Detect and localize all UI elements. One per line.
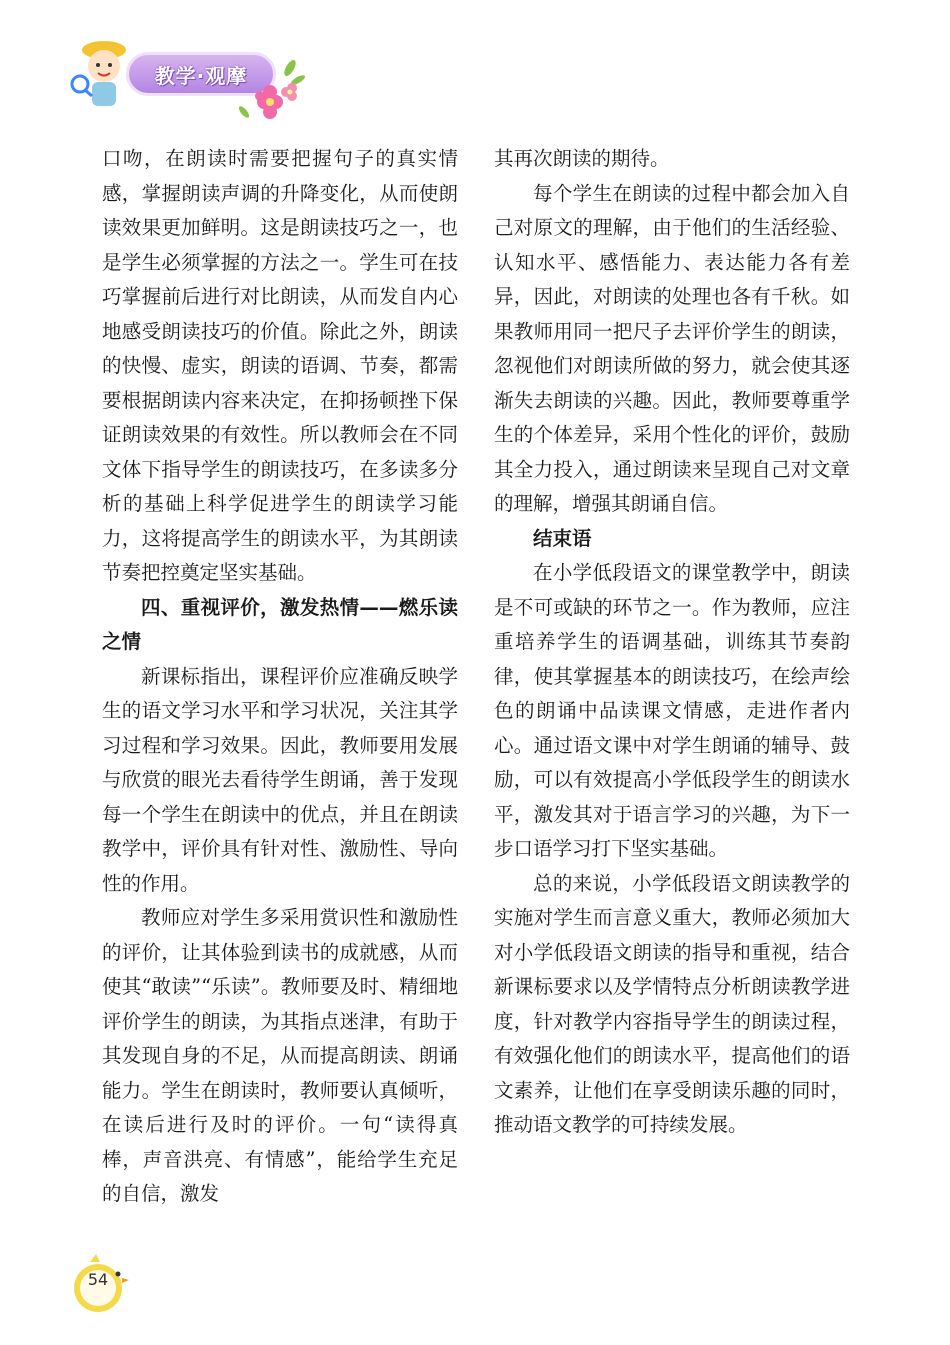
paragraph: 新课标指出，课程评价应准确反映学生的语文学习水平和学习状况，关注其学习过程和学习效果。因此，教师要用发展与欣赏的眼光去看待学生朗诵，善于发现每一个学生在朗读中的优点，并且在朗读教学中，评价具有针对性、激励性、导向性的作用。 [102, 664, 458, 895]
paragraph: 总的来说，小学低段语文朗读教学的实施对学生而言意义重大，教师必须加大对小学低段语文朗读的指导和重视，结合新课标要求以及学情特点分析朗读教学进度，针对教学内容指导学生的朗读过程，有效强化他们的朗读水平，提高他们的语文素养，让他们在享受朗读乐趣的同时，推动语文教学的可持续发展。 [494, 871, 850, 1136]
section-header [66, 36, 306, 122]
section-heading: 四、重视评价，激发热情——燃乐读之情 [102, 595, 458, 653]
section-heading: 结束语 [533, 526, 592, 550]
page-number: 54 [87, 1270, 109, 1289]
paragraph: 其再次朗读的期待。 [494, 147, 670, 170]
paragraph: 在小学低段语文的课堂教学中，朗读是不可或缺的环节之一。作为教师，应注重培养学生的语调基础，训练其节奏韵律，使其掌握基本的朗读技巧，在绘声绘色的朗诵中品读课文情感，走进作者内心。通过语文课中对学生朗诵的辅导、鼓励，可以有效提高小学低段学生的朗读水平，激发其对于语言学习的兴趣，为下一步口语学习打下坚实基础。 [494, 561, 850, 860]
right-column [494, 142, 850, 1143]
flower-decoration-icon [234, 58, 306, 122]
left-column [102, 142, 458, 1212]
paragraph: 每个学生在朗读的过程中都会加入自己对原文的理解，由于他们的生活经验、认知水平、感悟能力、表达能力各有差异，因此，对朗读的处理也各有千秋。如果教师用同一把尺子去评价学生的朗读，忽视他们对朗读所做的努力，就会使其逐渐失去朗读的兴趣。因此，教师要尊重学生的个体差异，采用个性化的评价，鼓励其全力投入，通过朗读来呈现自己对文章的理解，增强其朗诵自信。 [494, 181, 850, 515]
paragraph: 教师应对学生多采用赏识性和激励性的评价，让其体验到读书的成就感，从而使其“敢读”“乐读”。教师要及时、精细地评价学生的朗读，为其指点迷津，有助于其发现自身的不足，从而提高朗读、朗诵能力。学生在朗读时，教师要认真倾听，在读后进行及时的评价。一句“读得真棒，声音洪亮、有情感”，能给学生充足的自信，激发 [102, 906, 458, 1205]
section-label: 教学·观摩 [154, 63, 248, 88]
paragraph: 口吻，在朗读时需要把握句子的真实情感，掌握朗读声调的升降变化，从而使朗读效果更加鲜明。这是朗读技巧之一，也是学生必须掌握的方法之一。学生可在技巧掌握前后进行对比朗读，从而发自内心地感受朗读技巧的价值。除此之外，朗读的快慢、虚实，朗读的语调、节奏，都需要根据朗读内容来决定，在抑扬顿挫下保证朗读效果的有效性。所以教师会在不同文体下指导学生的朗读技巧，在多读多分析的基础上科学促进学生的朗读学习能力，这将提高学生的朗读水平，为其朗读节奏把控奠定坚实基础。 [102, 147, 458, 584]
